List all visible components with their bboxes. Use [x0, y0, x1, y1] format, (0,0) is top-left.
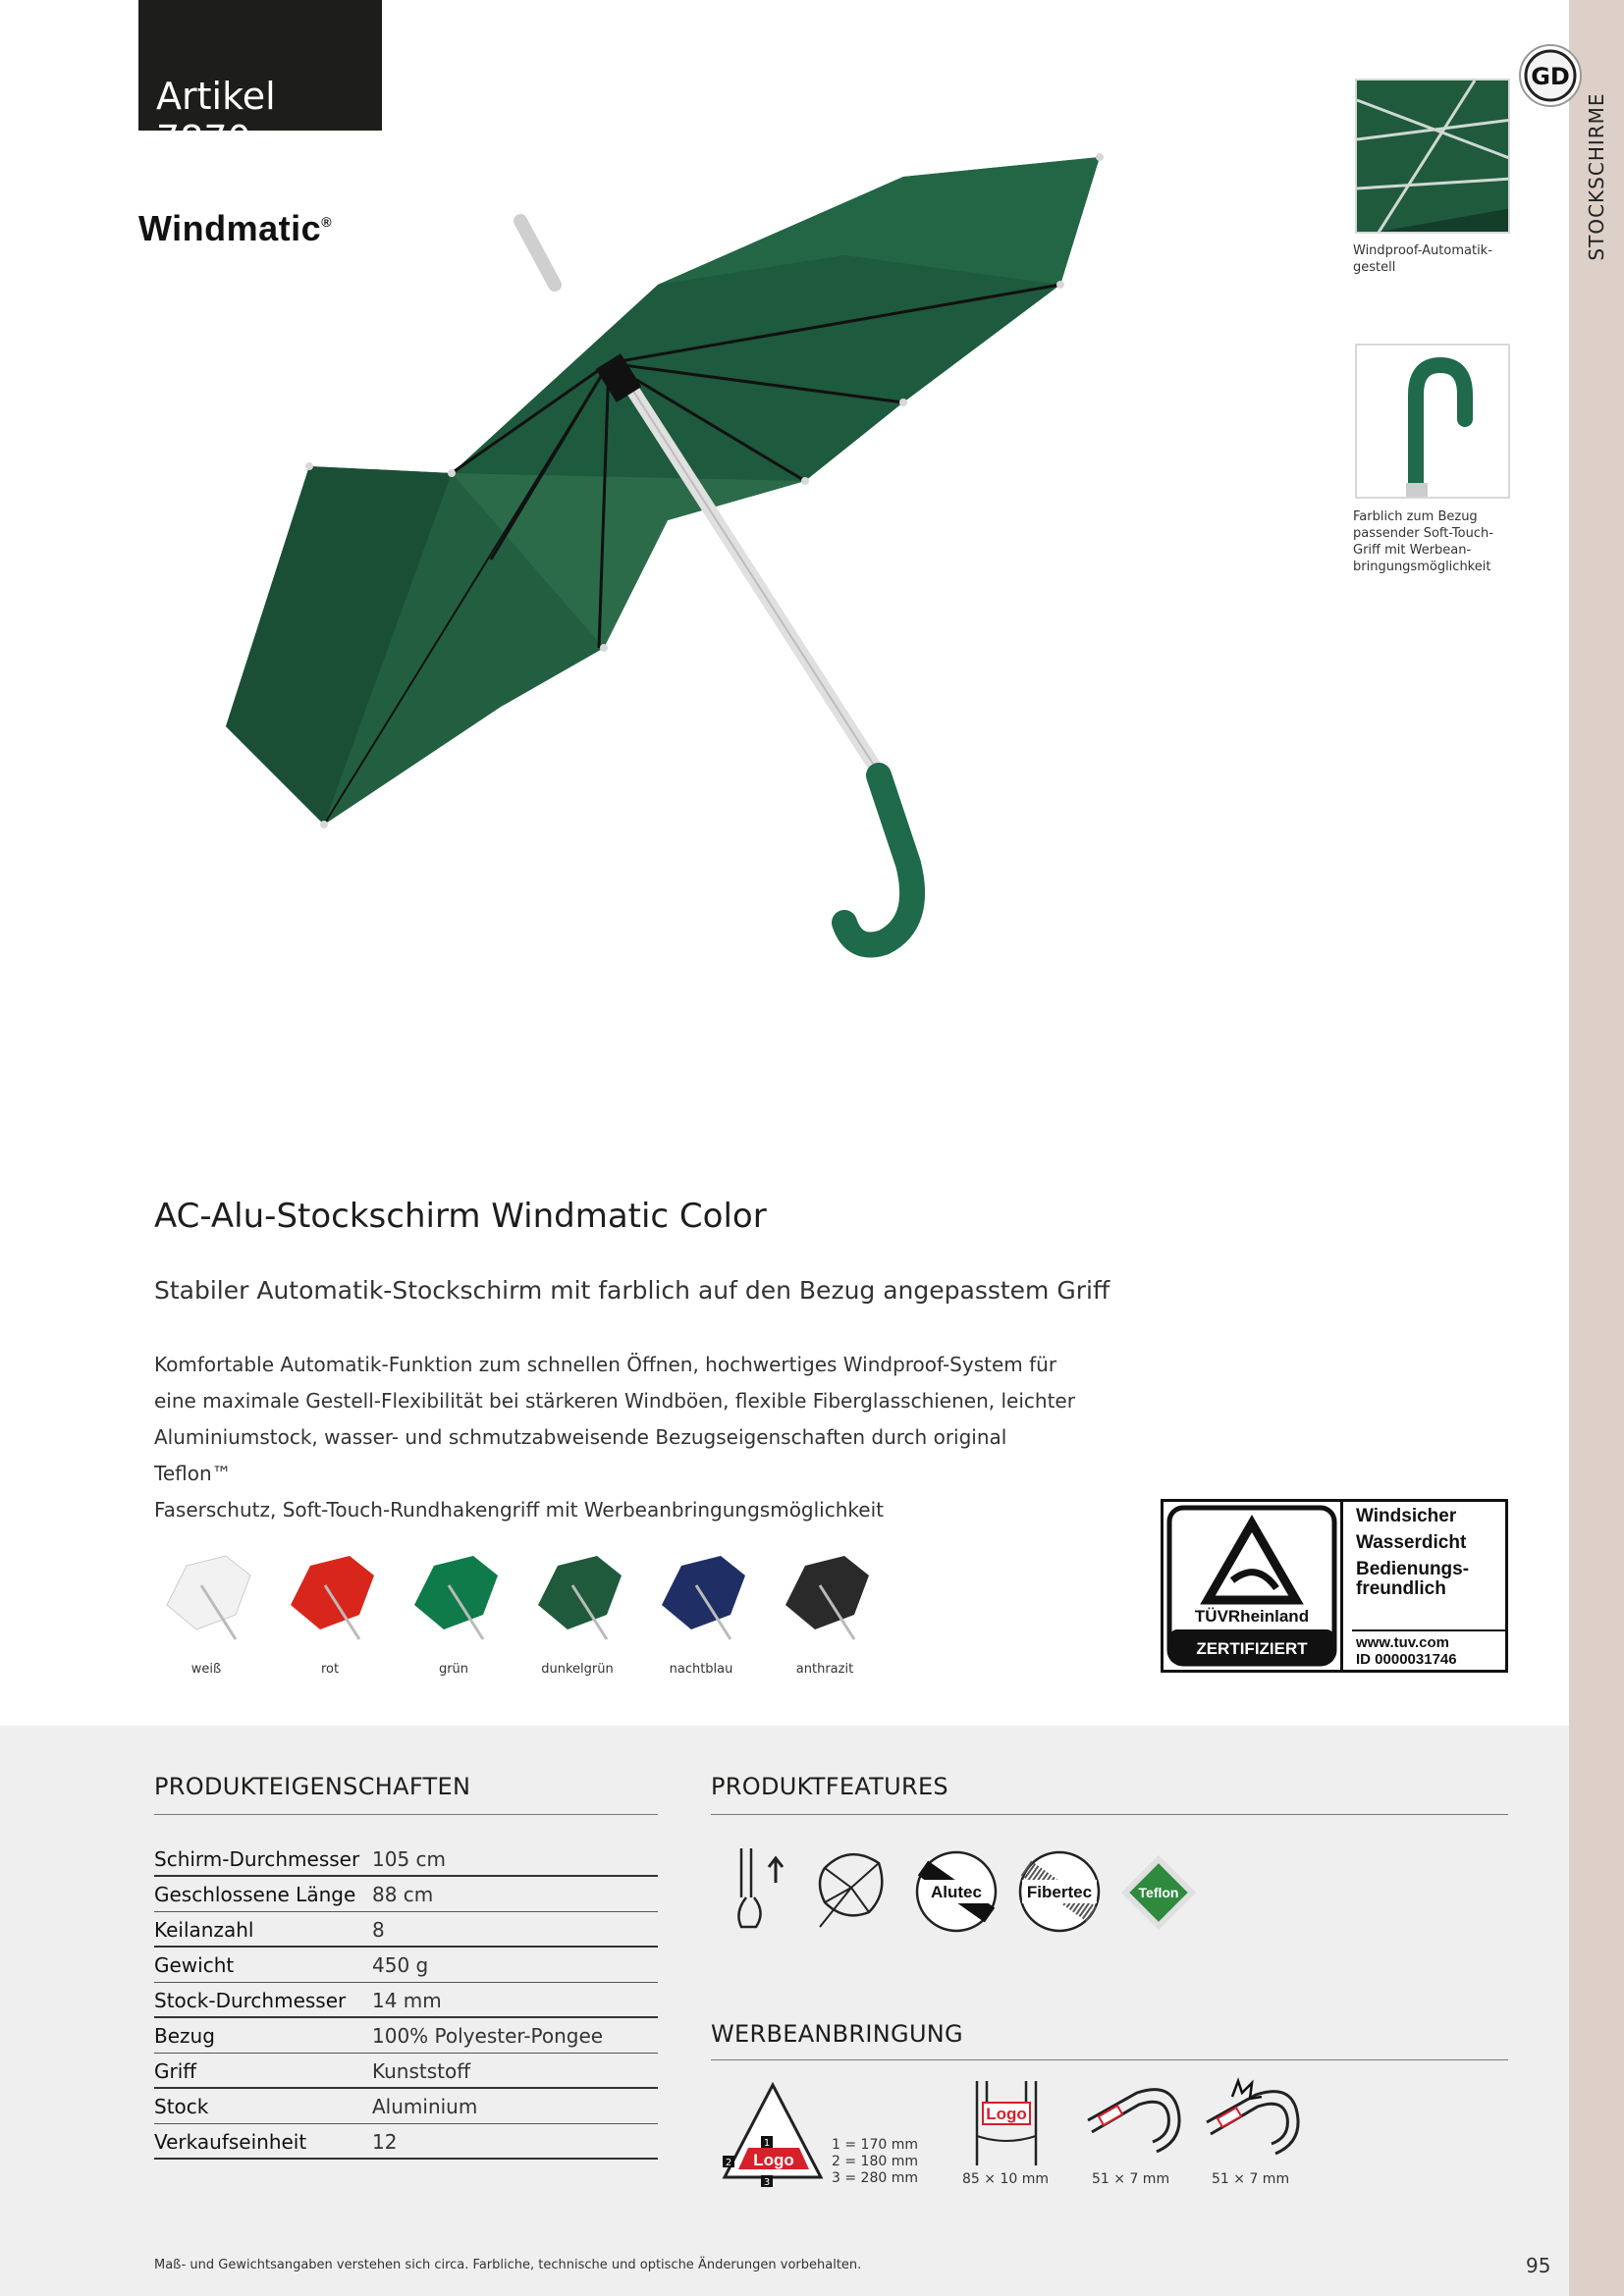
table-row: Schirm-Durchmesser 105 cm	[154, 1842, 658, 1877]
properties-table	[154, 1842, 658, 2160]
side-stripe	[1569, 0, 1624, 2296]
panel-size: 2 = 180 mm	[832, 2154, 918, 2169]
frame-detail-thumbnail	[1355, 79, 1510, 234]
imprint-size: 85 × 10 mm	[962, 2171, 1049, 2187]
table-row: Gewicht 450 g	[154, 1948, 658, 1983]
umbrella-swatch-icon	[405, 1546, 503, 1644]
table-row: Griff Kunststoff	[154, 2054, 658, 2089]
tuv-certification-badge	[1161, 1499, 1508, 1673]
tuv-feature: freundlich	[1356, 1578, 1446, 1599]
table-row: Stock-Durchmesser 14 mm	[154, 1983, 658, 2018]
footer-note: Maß- und Gewichtsangaben verstehen sich circa. Farbliche, technische und optische Änderungen vorbehalten.	[154, 2258, 862, 2272]
brand-logo-icon	[1518, 43, 1583, 108]
svg-text:Teflon: Teflon	[1138, 1885, 1179, 1900]
svg-text:TÜVRheinland: TÜVRheinland	[1194, 1607, 1310, 1626]
umbrella-swatch-icon	[528, 1546, 626, 1644]
imprint-options	[707, 2071, 1316, 2199]
handle-detail-thumbnail	[1355, 344, 1510, 499]
alutec-icon	[913, 1848, 1000, 1935]
page-number: 95	[1526, 2254, 1551, 2277]
color-swatch-anthracite: anthrazit	[766, 1536, 884, 1683]
tuv-rule	[1352, 1629, 1505, 1631]
panel-imprint-icon	[719, 2079, 827, 2189]
umbrella-hero-image	[216, 137, 1139, 1001]
article-number: Artikel 7870	[156, 75, 276, 161]
werbe-heading: WERBEANBRINGUNG	[711, 2020, 963, 2048]
properties-heading-rule	[154, 1814, 658, 1815]
svg-text:GD: GD	[1531, 63, 1570, 90]
tuv-feature: Wasserdicht	[1356, 1532, 1467, 1553]
werbe-heading-rule	[711, 2059, 1508, 2060]
properties-heading: PRODUKTEIGENSCHAFTEN	[154, 1773, 471, 1800]
tuv-feature: Bedienungs-	[1356, 1559, 1470, 1579]
tuv-logo-icon	[1164, 1502, 1340, 1670]
tuv-divider	[1340, 1502, 1343, 1670]
table-row: Verkaufseinheit 12	[154, 2124, 658, 2160]
color-swatch-green: grün	[395, 1536, 513, 1683]
windproof-icon	[810, 1843, 893, 1934]
brand-title: Windmatic®	[138, 208, 333, 248]
imprint-size: 51 × 7 mm	[1092, 2171, 1170, 2187]
table-row: Stock Aluminium	[154, 2089, 658, 2124]
svg-text:ZERTIFIZIERT: ZERTIFIZIERT	[1196, 1639, 1308, 1658]
product-description: Komfortable Automatik-Funktion zum schnellen Öffnen, hochwertiges Windproof-System für eine maximale Gestell-Flexibilität bei stärkeren Windböen, flexible Fiberglasschienen, leichter Aluminiumstock, wasser- und schmutzabweisende Bezugseigenschaften durch original Teflon™ Faserschutz, Soft-Touch-Rundhakengriff mit Werbeanbringungsmöglichkeit	[154, 1353, 1075, 1522]
tuv-feature: Windsicher	[1356, 1506, 1457, 1526]
panel-size: 3 = 280 mm	[832, 2170, 918, 2186]
color-swatch-white: weiß	[147, 1536, 265, 1683]
product-subtitle: Stabiler Automatik-Stockschirm mit farblich auf den Bezug angepasstem Griff	[154, 1276, 1110, 1305]
handle-sleeve-imprint-icon	[967, 2077, 1046, 2167]
frame-detail-image	[1357, 80, 1510, 234]
tuv-id: ID 0000031746	[1356, 1651, 1457, 1668]
svg-text:1: 1	[763, 2138, 771, 2149]
imprint-size: 51 × 7 mm	[1212, 2171, 1290, 2187]
feature-icons	[717, 1843, 1208, 1942]
svg-text:Alutec: Alutec	[931, 1883, 982, 1901]
hook-imprint-icon	[1078, 2081, 1186, 2167]
table-row: Geschlossene Länge 88 cm	[154, 1877, 658, 1912]
product-title: AC-Alu-Stockschirm Windmatic Color	[154, 1197, 767, 1236]
handle-detail-image	[1357, 346, 1510, 499]
features-heading-rule	[711, 1814, 1508, 1815]
fibertec-icon	[1016, 1848, 1103, 1935]
svg-text:Logo: Logo	[753, 2151, 794, 2169]
color-swatch-navy: nachtblau	[642, 1536, 760, 1683]
color-swatch-darkgreen: dunkelgrün	[518, 1536, 636, 1683]
article-number-box	[138, 0, 382, 161]
color-variants	[147, 1536, 893, 1683]
umbrella-swatch-icon	[776, 1546, 874, 1644]
umbrella-swatch-icon	[157, 1546, 255, 1644]
svg-text:Logo: Logo	[986, 2105, 1027, 2123]
svg-text:2: 2	[725, 2158, 732, 2168]
color-swatch-red: rot	[271, 1536, 389, 1683]
umbrella-swatch-icon	[652, 1546, 750, 1644]
teflon-icon	[1114, 1848, 1203, 1937]
panel-size: 1 = 170 mm	[832, 2137, 918, 2153]
table-row: Keilanzahl 8	[154, 1912, 658, 1948]
umbrella-swatch-icon	[281, 1546, 379, 1644]
table-row: Bezug 100% Polyester-Pongee	[154, 2018, 658, 2054]
svg-text:Fibertec: Fibertec	[1026, 1883, 1093, 1901]
features-heading: PRODUKTFEATURES	[711, 1773, 948, 1800]
category-label: STOCKSCHIRME	[1585, 92, 1608, 261]
svg-text:3: 3	[763, 2177, 771, 2188]
tuv-url: www.tuv.com	[1356, 1634, 1450, 1651]
thumbnail-caption: Farblich zum Bezug passender Soft-Touch-Griff mit Werbean-bringungsmöglichkeit	[1353, 509, 1493, 574]
automatic-open-icon	[727, 1843, 795, 1934]
hook-laser-imprint-icon	[1193, 2077, 1306, 2167]
thumbnail-caption: Windproof-Automatik-gestell	[1353, 243, 1492, 275]
